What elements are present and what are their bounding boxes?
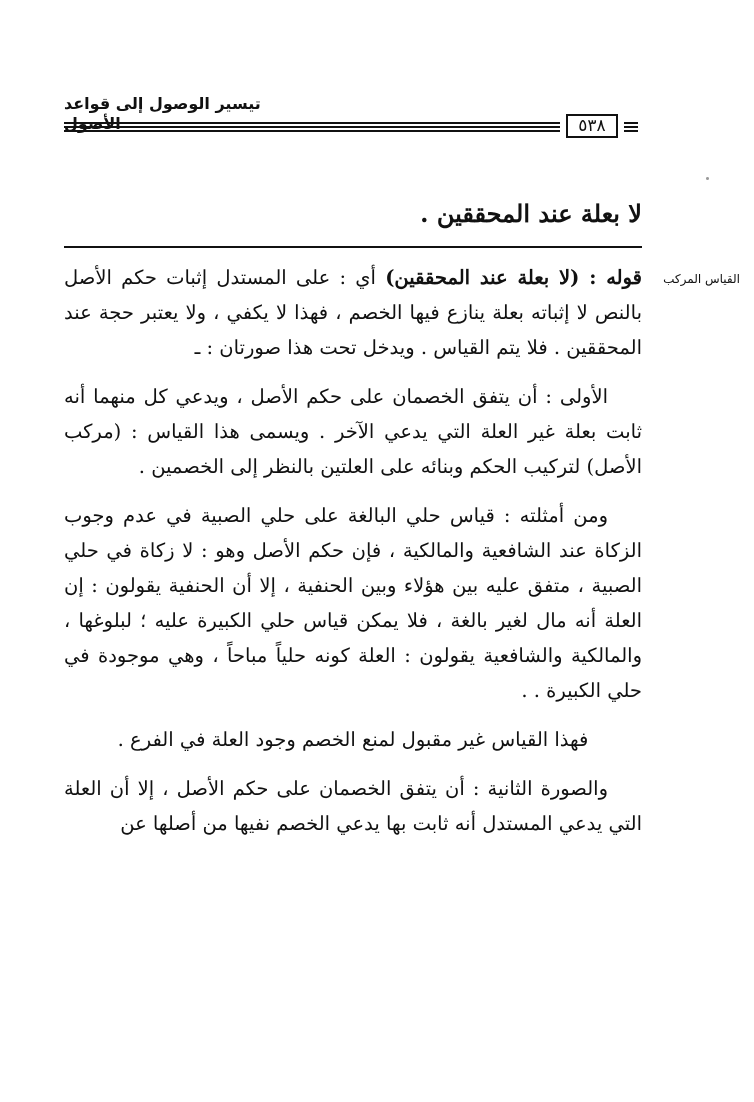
header-rule-end xyxy=(624,122,638,132)
paragraph-text: ومن أمثلته : قياس حلي البالغة على حلي الصبية في عدم وجوب الزكاة عند الشافعية والمالكية ، فإن حكم الأصل وهو : لا زكاة في حلي الصبية ، متفق عليه بين هؤلاء وبين الحنفية ، إلا أن الحنفية يقولون : إن العلة أنه مال لغير بالغة ، فلا يمكن قياس حلي الكبيرة عليه ؛ لبلوغها ، والمالكية والشافعية يقولون : العلة كونه حلياً مباحاً ، وهي موجودة في حلي الكبيرة . . xyxy=(64,504,642,702)
paragraph-5 xyxy=(64,771,642,841)
paragraph-1 xyxy=(64,260,642,365)
header-rule xyxy=(64,122,560,132)
paragraph-text: والصورة الثانية : أن يتفق الخصمان على حكم الأصل ، إلا أن العلة التي يدعي المستدل أنه ثابت بها يدعي الخصم نفيها من أصلها عن xyxy=(64,777,642,835)
paragraph-lead: قوله : (لا بعلة عند المحققين) xyxy=(385,266,643,289)
paragraph-2 xyxy=(64,379,642,484)
paper-speck xyxy=(706,177,709,180)
paragraph-text: الأولى : أن يتفق الخصمان على حكم الأصل ، ويدعي كل منهما أنه ثابت بعلة غير العلة التي يدعي الآخر . ويسمى هذا القياس : (مركب الأصل) لتركيب الحكم وبنائه على العلتين بالنظر إلى الخصمين . xyxy=(64,385,642,478)
margin-note: القياس المركب xyxy=(663,272,740,286)
paragraph-text: أي : على المستدل إثبات حكم الأصل بالنص لا إثباته بعلة ينازع فيها الخصم ، فهذا لا يكفي ، ولا يعتبر حجة عند المحققين . فلا يتم القياس . ويدخل تحت هذا صورتان : ـ xyxy=(64,266,642,359)
paragraph-text: فهذا القياس غير مقبول لمنع الخصم وجود العلة في الفرع . xyxy=(117,728,589,751)
matn-text: لا بعلة عند المحققين . xyxy=(420,199,642,228)
page-number: ٥٣٨ xyxy=(566,114,618,138)
paragraph-4 xyxy=(64,722,642,757)
commentary-body xyxy=(64,260,642,855)
running-title: تيسير الوصول إلى قواعد xyxy=(64,94,261,113)
section-divider xyxy=(64,246,642,248)
paragraph-3 xyxy=(64,498,642,708)
